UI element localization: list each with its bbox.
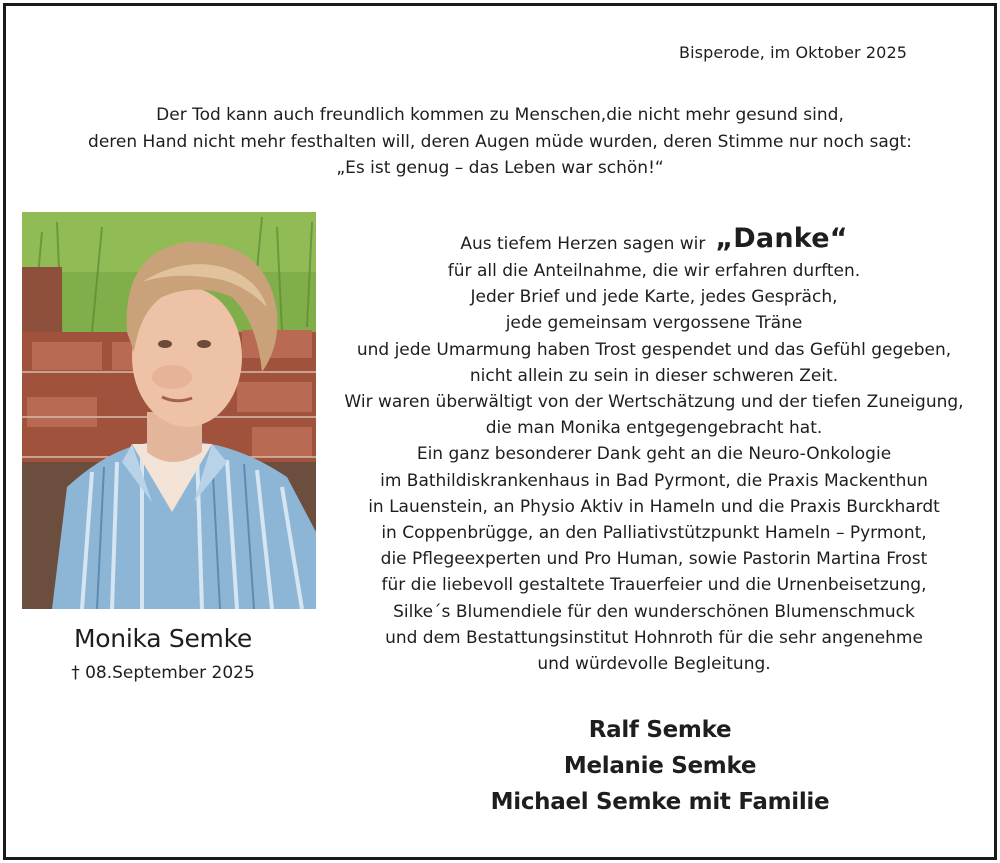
thanks-line: nicht allein zu sein in dieser schweren Zeit. [469,365,839,386]
thanks-line: jede gemeinsam vergossene Träne [505,313,803,334]
intro-line: Der Tod kann auch freundlich kommen zu Menschen,die nicht mehr gesund sind, [156,105,844,125]
thanks-line: für all die Anteilnahme, die wir erfahren durften. [447,261,861,281]
intro-line: deren Hand nicht mehr festhalten will, deren Augen müde wurden, deren Stimme nur noch sagt: [88,131,912,152]
thanks-line: Jeder Brief und jede Karte, jedes Gespräch, [470,287,838,308]
thanks-line: und jede Umarmung haben Trost gespendet und das Gefühl gegeben, [356,339,952,360]
signatures [318,712,1000,820]
signature-name: Ralf Semke [588,717,732,743]
signature-name: Michael Semke mit Familie [490,789,830,815]
thanks-line: und würdevolle Begleitung. [537,654,771,675]
thanks-line: in Lauenstein, an Physio Aktiv in Hameln und die Praxis Burckhardt [368,496,940,517]
thanks-lead-line [318,223,990,258]
thanks-lead: Aus tiefem Herzen sagen wir [460,234,706,254]
thanks-line: die man Monika entgegengebracht hat. [485,418,823,439]
thanks-text [318,223,990,677]
portrait-illustration [22,212,316,609]
thanks-line: und dem Bestattungsinstitut Hohnroth für die sehr angenehme [385,627,923,648]
thanks-line: im Bathildiskrankenhaus in Bad Pyrmont, die Praxis Mackenthun [380,470,928,491]
thanks-line: für die liebevoll gestaltete Trauerfeier und die Urnenbeisetzung, [381,575,927,596]
thanks-line: Silke´s Blumendiele für den wunderschönen Blumenschmuck [393,601,915,622]
death-date: † 08.September 2025 [71,663,255,683]
danke-highlight: „Danke“ [715,223,848,254]
deceased-name: Monika Semke [74,624,252,653]
intro-line: „Es ist genug – das Leben war schön!“ [336,158,664,178]
thanks-line: in Coppenbrügge, an den Palliativstützpunkt Hameln – Pyrmont, [381,523,927,544]
thanks-line: Wir waren überwältigt von der Wertschätzung und der tiefen Zuneigung, [344,392,964,413]
place-date: Bisperode, im Oktober 2025 [679,43,907,62]
signature-name: Melanie Semke [563,753,757,779]
portrait-photo [22,212,316,609]
thanks-line: die Pflegeexperten und Pro Human, sowie Pastorin Martina Frost [380,549,928,570]
intro-verse [0,102,1000,182]
thanks-line: Ein ganz besonderer Dank geht an die Neuro-Onkologie [416,444,892,465]
